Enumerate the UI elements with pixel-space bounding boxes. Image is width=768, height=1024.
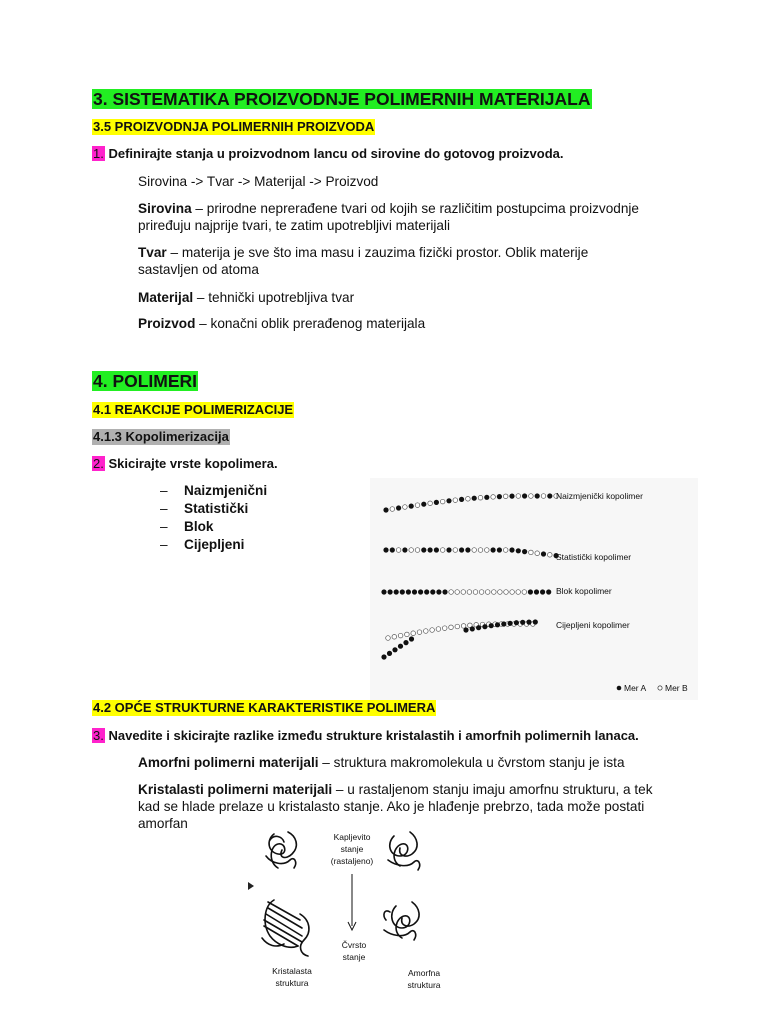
statistical-bead: [522, 549, 527, 554]
statistical-bead: [548, 553, 553, 558]
alternating-bead: [491, 495, 496, 500]
block-bead: [430, 589, 435, 594]
crystalline-text-cont: kad se hlade prelaze u kristalasto stanje. Ako je hlađenje prebrzo, tada može postati: [138, 799, 645, 814]
definition-sirovina: [138, 200, 639, 234]
term-amorphous: Amorfni polimerni materijali: [138, 755, 319, 770]
block-bead: [479, 590, 484, 595]
term-proizvod: Proizvod: [138, 316, 196, 331]
statistical-bead: [541, 551, 546, 556]
legend-mer-b-marker: [658, 686, 662, 690]
alternating-bead: [535, 493, 540, 498]
alternating-bead: [459, 497, 464, 502]
solid-label-1: Čvrsto: [341, 940, 367, 950]
list-item-label: Statistički: [184, 501, 249, 516]
graft-branch-bead: [533, 619, 538, 624]
alternating-bead: [472, 496, 477, 501]
alternating-bead: [434, 500, 439, 505]
alternating-bead: [428, 501, 433, 506]
alternating-bead: [396, 505, 401, 510]
block-bead: [412, 589, 417, 594]
crystalline-chains: [262, 900, 309, 956]
statistical-bead: [516, 548, 521, 553]
definition-materijal: [138, 289, 354, 306]
alternating-bead: [509, 494, 514, 499]
crystalline-label-1: Kristalasta: [272, 966, 312, 976]
legend-mer-a-marker: [617, 686, 622, 691]
solid-label-2: stanje: [342, 952, 366, 962]
graft-backbone-bead: [398, 633, 403, 638]
alternating-bead: [403, 505, 408, 510]
block-bead: [461, 590, 466, 595]
statistical-bead: [446, 547, 451, 552]
graft-branch-bead: [398, 644, 403, 649]
statistical-bead: [491, 547, 496, 552]
alternating-bead: [383, 507, 388, 512]
amorphous-definition: [138, 754, 625, 771]
alternating-bead: [503, 494, 508, 499]
graft-branch-bead: [392, 647, 397, 652]
definition-text: – konačni oblik prerađenog materijala: [195, 316, 426, 331]
graft-backbone-bead: [417, 630, 422, 635]
question-2-text: Skicirajte vrste kopolimera.: [108, 456, 278, 471]
graft-branch-bead: [520, 620, 525, 625]
melt-label-2: stanje: [340, 844, 364, 854]
alternating-bead: [541, 494, 546, 499]
question-3-number: 3.: [93, 728, 104, 743]
label-statistical: Statistički kopolimer: [556, 552, 632, 562]
dash-bullet: –: [160, 483, 168, 498]
statistical-bead: [459, 547, 464, 552]
statistical-bead: [472, 548, 477, 553]
dash-bullet: –: [160, 537, 168, 552]
crystalline-definition: [138, 781, 653, 832]
alternating-bead: [446, 498, 451, 503]
amorphous-label-2: struktura: [407, 980, 441, 990]
statistical-bead: [503, 548, 508, 553]
crystalline-text-cont: amorfan: [138, 816, 188, 831]
melt-left-chains: [266, 832, 296, 868]
definition-text: – tehnički upotrebljiva tvar: [193, 290, 355, 305]
alternating-bead: [466, 497, 471, 502]
definition-tvar: [138, 244, 588, 278]
block-bead: [381, 589, 386, 594]
definition-text: – prirodne neprerađene tvari od kojih se različitim postupcima proizvodnje: [191, 201, 639, 216]
graft-branch-bead: [482, 624, 487, 629]
statistical-bead: [409, 548, 414, 553]
amorphous-label-1: Amorfna: [407, 968, 441, 978]
statistical-bead: [396, 548, 401, 553]
statistical-bead: [402, 547, 407, 552]
block-bead: [504, 590, 509, 595]
statistical-bead: [509, 547, 514, 552]
block-bead: [546, 589, 551, 594]
graft-branch-bead: [508, 621, 513, 626]
legend-mer-a: Mer A: [624, 683, 647, 693]
list-item: [160, 500, 267, 518]
graft-backbone-bead: [461, 624, 466, 629]
label-alternating: Naizmjenički kopolimer: [556, 491, 643, 501]
graft-branch-bead: [470, 626, 475, 631]
block-bead: [388, 589, 393, 594]
alternating-bead: [409, 504, 414, 509]
block-bead: [522, 590, 527, 595]
block-bead: [534, 589, 539, 594]
graft-branch-bead: [526, 620, 531, 625]
section-3-title: 3. SISTEMATIKA PROIZVODNJE POLIMERNIH MATERIJALA: [93, 89, 591, 109]
copolymer-figure: [370, 478, 698, 700]
alternating-bead: [421, 502, 426, 507]
graft-backbone-bead: [449, 625, 454, 630]
graft-backbone-bead: [386, 636, 391, 641]
alternating-bead: [440, 499, 445, 504]
question-1: [92, 146, 564, 162]
statistical-bead: [485, 548, 490, 553]
block-bead: [498, 590, 503, 595]
block-bead: [473, 590, 478, 595]
block-bead: [516, 590, 521, 595]
definition-proizvod: [138, 315, 425, 332]
statistical-bead: [421, 547, 426, 552]
term-sirovina: Sirovina: [138, 201, 192, 216]
crystalline-text: – u rastaljenom stanju imaju amorfnu strukturu, a tek: [332, 782, 653, 797]
question-2-number: 2.: [93, 456, 104, 471]
block-bead: [467, 590, 472, 595]
graft-branch-bead: [381, 654, 386, 659]
question-2: [92, 456, 278, 472]
melt-label-3: (rastaljeno): [330, 856, 374, 866]
definition-text: – materija je sve što ima masu i zauzima fizički prostor. Oblik materije: [166, 245, 589, 260]
statistical-bead: [465, 547, 470, 552]
section-3-5-heading: 3.5 PROIZVODNJA POLIMERNIH PROIZVODA: [93, 119, 375, 134]
dash-bullet: –: [160, 501, 168, 516]
block-bead: [394, 589, 399, 594]
graft-backbone-bead: [411, 631, 416, 636]
question-1-number: 1.: [93, 146, 104, 161]
legend-mer-b: Mer B: [665, 683, 688, 693]
block-bead: [510, 590, 515, 595]
melt-label-1: Kapljevito: [333, 832, 371, 842]
block-bead: [400, 589, 405, 594]
block-bead: [424, 589, 429, 594]
graft-backbone-bead: [442, 626, 447, 631]
statistical-bead: [440, 548, 445, 553]
list-item: [160, 536, 267, 554]
graft-branch-bead: [476, 625, 481, 630]
alternating-bead: [522, 493, 527, 498]
alternating-bead: [453, 498, 458, 503]
term-crystalline: Kristalasti polimerni materijali: [138, 782, 333, 797]
graft-backbone-bead: [430, 628, 435, 633]
graft-backbone-bead: [424, 629, 429, 634]
alternating-bead: [478, 495, 483, 500]
statistical-bead: [434, 547, 439, 552]
statistical-bead: [529, 550, 534, 555]
alternating-bead: [497, 494, 502, 499]
graft-branch-bead: [514, 620, 519, 625]
graft-branch-bead: [403, 640, 408, 645]
graft-branch-bead: [495, 622, 500, 627]
graft-branch-bead: [387, 651, 392, 656]
graft-branch-bead: [409, 636, 414, 641]
list-item: [160, 482, 267, 500]
amorphous-chains: [384, 902, 419, 940]
block-bead: [406, 589, 411, 594]
graft-backbone-bead: [455, 624, 460, 629]
statistical-bead: [497, 547, 502, 552]
block-bead: [540, 589, 545, 594]
block-bead: [436, 589, 441, 594]
graft-branch-bead: [463, 627, 468, 632]
statistical-bead: [428, 547, 433, 552]
list-item-label: Cijepljeni: [184, 537, 245, 552]
list-item-label: Blok: [184, 519, 214, 534]
crystalline-label-2: struktura: [275, 978, 309, 988]
definition-text-cont: sastavljen od atoma: [138, 262, 259, 277]
section-4-1-3-heading: 4.1.3 Kopolimerizacija: [93, 429, 229, 444]
graft-backbone-bead: [436, 627, 441, 632]
graft-backbone-bead: [405, 632, 410, 637]
graft-backbone-bead: [392, 635, 397, 640]
alternating-bead: [529, 494, 534, 499]
list-item-label: Naizmjenični: [184, 483, 268, 498]
arrow-marker-icon: [248, 882, 254, 890]
section-4-1-heading: 4.1 REAKCIJE POLIMERIZACIJE: [93, 402, 294, 417]
alternating-bead: [516, 494, 521, 499]
alternating-bead: [547, 493, 552, 498]
term-materijal: Materijal: [138, 290, 194, 305]
alternating-bead: [415, 503, 420, 508]
statistical-bead: [383, 547, 388, 552]
statistical-bead: [535, 551, 540, 556]
alternating-bead: [484, 495, 489, 500]
production-chain: Sirovina -> Tvar -> Materijal -> Proizvod: [138, 174, 379, 189]
block-bead: [418, 589, 423, 594]
block-bead: [528, 589, 533, 594]
label-graft: Cijepljeni kopolimer: [556, 620, 630, 630]
alternating-bead: [390, 507, 395, 512]
graft-branch-bead: [501, 621, 506, 626]
definition-text-cont: priređuju najprije tvari, te zatim upotrebljivi materijali: [138, 218, 451, 233]
figure-background: [370, 478, 698, 700]
term-tvar: Tvar: [138, 245, 167, 260]
copolymer-list: [160, 482, 267, 554]
statistical-bead: [415, 548, 420, 553]
statistical-bead: [453, 548, 458, 553]
block-bead: [442, 589, 447, 594]
list-item: [160, 518, 267, 536]
block-bead: [455, 590, 460, 595]
question-3-text: Navedite i skicirajte razlike između strukture kristalastih i amorfnih polimernih lanaca.: [108, 728, 639, 743]
label-block: Blok kopolimer: [556, 586, 612, 596]
graft-branch-bead: [489, 623, 494, 628]
statistical-bead: [390, 547, 395, 552]
dash-bullet: –: [160, 519, 168, 534]
section-4-2-heading: 4.2 OPĆE STRUKTURNE KARAKTERISTIKE POLIMERA: [93, 700, 436, 715]
question-3: [92, 728, 639, 744]
structure-sketch: [244, 826, 460, 1020]
section-4-title: 4. POLIMERI: [93, 371, 198, 391]
block-bead: [492, 590, 497, 595]
melt-right-chains: [388, 832, 420, 870]
statistical-bead: [478, 548, 483, 553]
amorphous-text: – struktura makromolekula u čvrstom stanju je ista: [318, 755, 625, 770]
question-1-text: Definirajte stanja u proizvodnom lancu od sirovine do gotovog proizvoda.: [108, 146, 564, 161]
block-bead: [449, 590, 454, 595]
block-bead: [485, 590, 490, 595]
